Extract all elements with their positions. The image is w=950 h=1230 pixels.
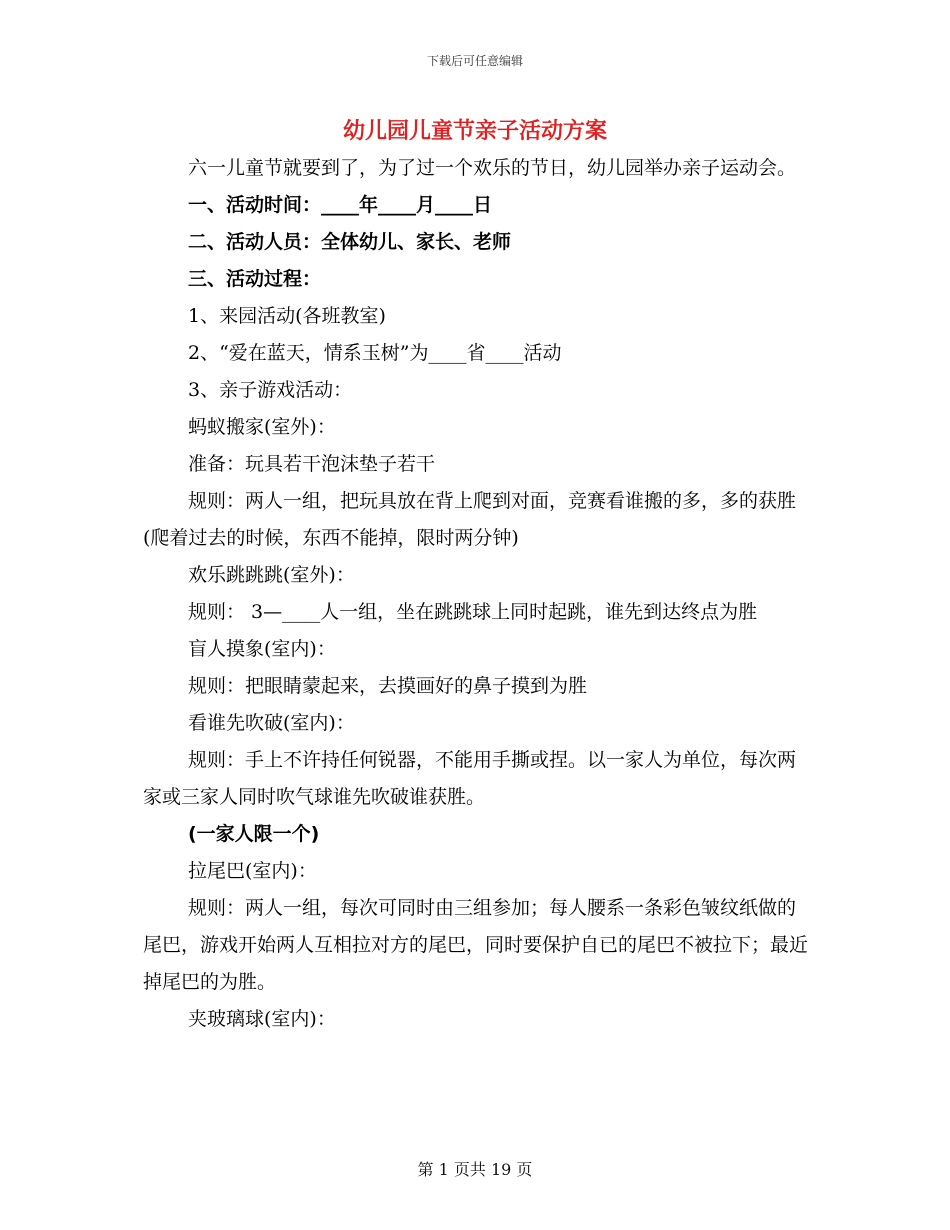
list-item: 2、“爱在蓝天，情系玉树”为____省____活动 — [188, 342, 562, 364]
section-time: 一、活动时间：____年____月____日 — [188, 194, 493, 216]
page-header: 下载后可任意编辑 — [426, 54, 523, 68]
document-title: 幼儿园儿童节亲子活动方案 — [342, 119, 607, 144]
game-rule: 规则：两人一组，把玩具放在背上爬到对面，竞赛看谁搬的多，多的获胜(爬着过去的时候，东西不能掉，限时两分钟) — [143, 490, 797, 549]
game-title: 盲人摸象(室内)： — [188, 638, 336, 660]
section-people: 二、活动人员：全体幼儿、家长、老师 — [188, 231, 512, 253]
game-rule: 规则：两人一组，每次可同时由三组参加；每人腰系一条彩色皱纹纸做的尾巴，游戏开始两人互相拉对方的尾巴，同时要保护自已的尾巴不被拉下；最近掉尾巴的为胜。 — [143, 897, 809, 993]
document-body — [143, 150, 808, 1038]
game-title: 欢乐跳跳跳(室外)： — [188, 564, 355, 586]
list-item: 1、来园活动(各班教室) — [188, 305, 386, 327]
page-footer: 第 1 页共 19 页 — [417, 1160, 533, 1179]
list-item: 3、亲子游戏活动： — [188, 379, 353, 401]
game-title: 夹玻璃球(室内)： — [188, 1008, 336, 1030]
game-title: 看谁先吹破(室内)： — [188, 712, 355, 734]
intro-paragraph: 六一儿童节就要到了，为了过一个欢乐的节日，幼儿园举办亲子运动会。 — [188, 157, 797, 179]
game-rule: 规则：手上不许持任何锐器，不能用手撕或捏。以一家人为单位，每次两家或三家人同时吹气球谁先吹破谁获胜。 — [143, 749, 797, 808]
game-title: 拉尾巴(室内)： — [188, 860, 317, 882]
game-prep: 准备：玩具若干泡沫垫子若干 — [188, 453, 436, 475]
game-rule: 规则：把眼睛蒙起来，去摸画好的鼻子摸到为胜 — [188, 675, 588, 697]
game-title: 蚂蚁搬家(室外)： — [188, 416, 336, 438]
game-note: (一家人限一个) — [188, 823, 320, 845]
game-rule: 规则： 3—____人一组，坐在跳跳球上同时起跳，谁先到达终点为胜 — [188, 601, 758, 623]
section-process: 三、活动过程： — [188, 268, 322, 290]
